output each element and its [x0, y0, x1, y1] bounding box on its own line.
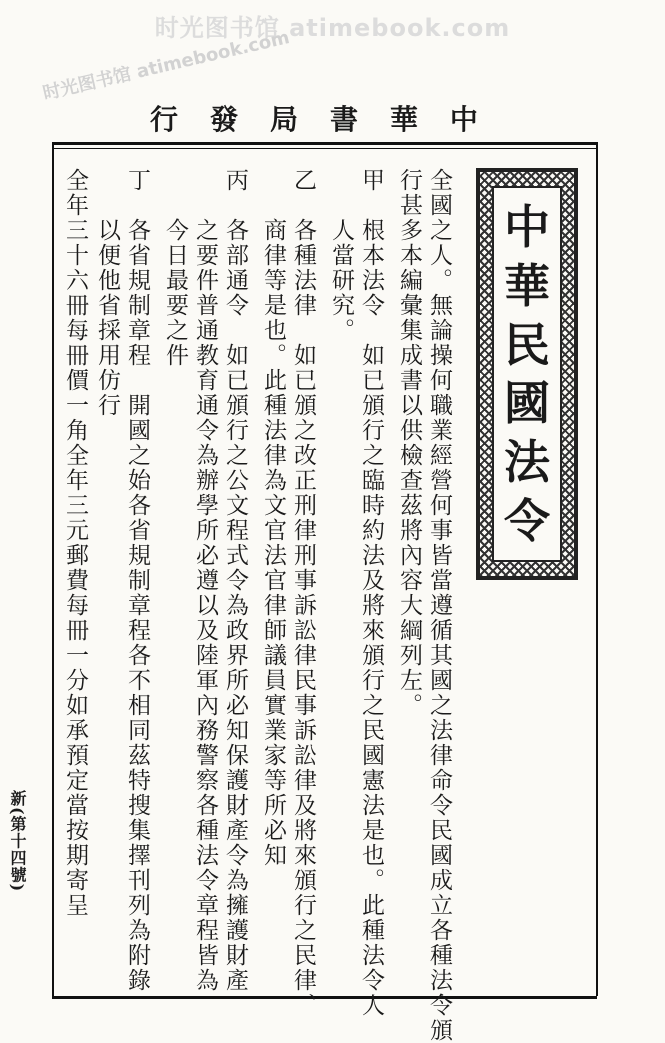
text-column-5: 乙 各種法律 如已頒之改正刑律刑事訴訟律民事訴訟律及將來頒行之民律、	[290, 168, 316, 1018]
title-inner	[492, 186, 562, 562]
title-char: 華	[504, 258, 550, 313]
title-char: 法	[504, 434, 550, 489]
text-column-11: 以便他省採用仿行	[94, 168, 120, 418]
publisher-char: 華	[389, 103, 420, 136]
text-column-1: 全國之人。無論操何職業經營何事皆當遵循其國之法律命令民國成立各種法令頒	[426, 168, 452, 1043]
top-rule	[52, 142, 597, 145]
publisher-char: 中	[449, 103, 480, 136]
text-column-6: 商律等是也。此種法律為文官法官律師議員實業家等所必知	[260, 168, 286, 868]
title-char: 中	[504, 200, 550, 255]
publisher-char: 發	[209, 103, 240, 136]
title-box	[476, 168, 578, 580]
text-column-7: 丙 各部通令 如已頒行之公文程式令為政界所必知保護財產令為擁護財產	[222, 168, 248, 993]
text-column-8: 之要件普通教育通令為辦學所必遵以及陸軍內務警察各種法令章程皆為	[192, 168, 218, 993]
publisher-char: 書	[329, 103, 360, 136]
title-char: 國	[504, 376, 550, 431]
title-char: 民	[504, 317, 550, 372]
bottom-rule	[52, 996, 597, 999]
text-column-12: 全年三十六冊每冊價一角全年三元郵費每冊一分如承預定當按期寄呈	[62, 168, 88, 918]
text-column-4: 人當研究。	[328, 168, 354, 343]
text-column-3: 甲 根本法令 如已頒行之臨時約法及將來頒行之民國憲法是也。此種法令人	[358, 168, 384, 1018]
publisher-line	[150, 98, 480, 138]
issue-label: 新(第十四號)	[8, 790, 27, 893]
watermark-text: 时光图书馆 atimebook.com	[154, 14, 511, 42]
text-column-10: 丁 各省規制章程 開國之始各省規制章程各不相同茲特搜集擇刊列為附錄	[124, 168, 150, 993]
publisher-char: 行	[150, 103, 181, 136]
text-column-9: 今日最要之件	[162, 168, 188, 368]
left-border	[52, 142, 54, 996]
title-char: 令	[504, 493, 550, 548]
text-column-2: 行甚多本編彙集成書以供檢查茲將內容大綱列左。	[396, 168, 422, 718]
top-rule-thin	[52, 148, 597, 149]
right-border	[596, 142, 598, 996]
publisher-char: 局	[269, 103, 300, 136]
watermark-diagonal: 时光图书馆 atimebook.com	[40, 27, 292, 105]
